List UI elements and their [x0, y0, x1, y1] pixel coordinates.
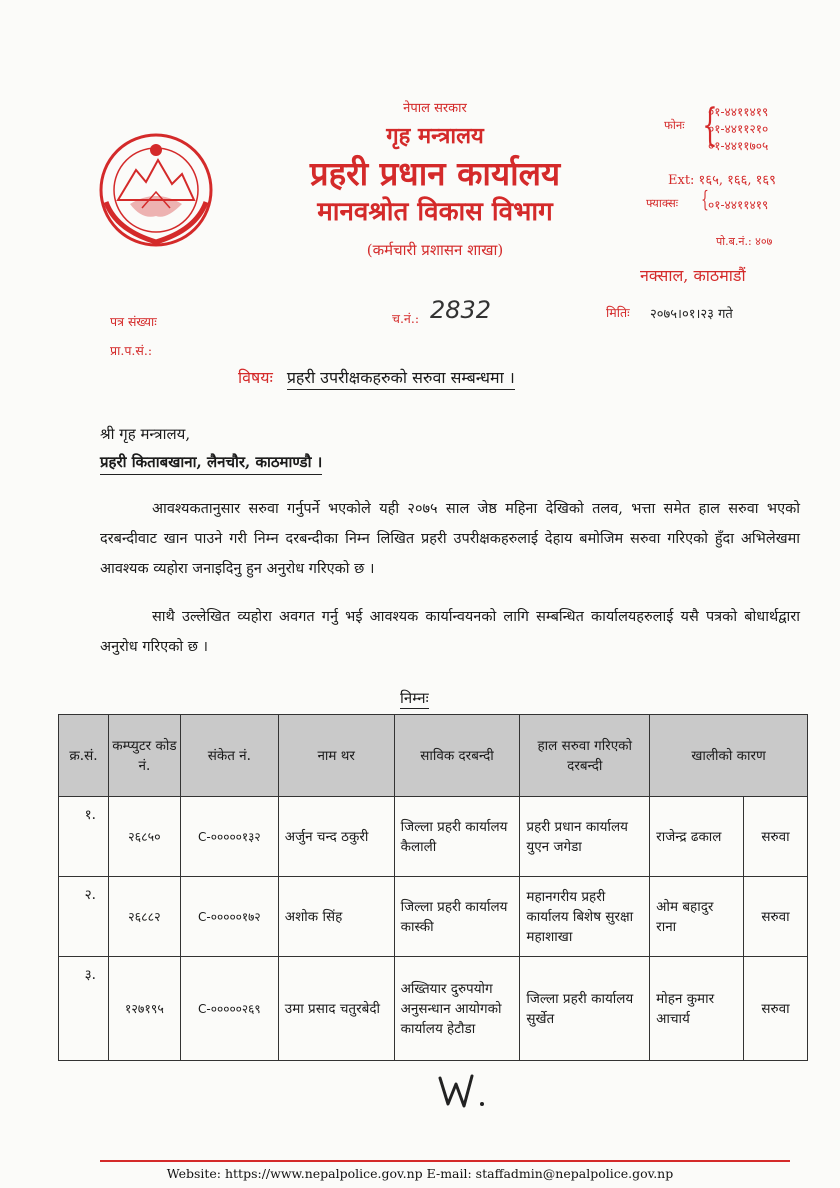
- table-row: [59, 957, 808, 1061]
- cell-name: उमा प्रसाद चतुरबेदी: [278, 957, 394, 1061]
- body-paragraph-1-text: आवश्यकतानुसार सरुवा गर्नुपर्ने भएकोले यही २०७५ साल जेष्ठ महिना देखिको तलव, भत्ता समेत हाल सरुवा भएको दरबन्दीवाट खान पाउने गरी निम्न दरबन्दीका निम्न लिखित प्रहरी उपरीक्षकहरुलाई देहाय बमोजिम सरुवा गरिएको हुँदा अभिलेखमा आवश्यक व्यहोरा जनाइदिनु हुन अनुरोध गरिएको छ ।: [100, 501, 800, 577]
- office-name: प्रहरी प्रधान कार्यालय: [309, 154, 561, 193]
- header-name: नाम थर: [278, 715, 394, 797]
- cell-previous-post: जिल्ला प्रहरी कार्यालय कास्की: [394, 877, 520, 957]
- cell-symbol-no: C-०००००२६९: [180, 957, 278, 1061]
- ministry-name: गृह मन्त्रालय: [386, 123, 484, 149]
- header-vacancy-reason: खालीको कारण: [650, 715, 808, 797]
- list-heading: निम्नः: [400, 689, 429, 707]
- body-paragraph-2-text: साथै उल्लेखित व्यहोरा अवगत गर्नु भई आवश्यक कार्यान्वयनको लागि सम्बन्धित कार्यालयहरुलाई यसै पत्रको बोधार्थद्वारा अनुरोध गरिएको छ ।: [100, 609, 800, 655]
- header-serial: क्र.सं.: [59, 715, 109, 797]
- department-name: मानवश्रोत विकास विभाग: [317, 197, 553, 227]
- cell-vacancy-name: मोहन कुमार आचार्य: [650, 957, 744, 1061]
- cell-reason: सरुवा: [744, 797, 808, 877]
- cell-previous-post: जिल्ला प्रहरी कार्यालय कैलाली: [394, 797, 520, 877]
- table-row: [59, 797, 808, 877]
- phone-label: फोनः: [664, 118, 685, 132]
- fax-brace: {: [701, 188, 709, 213]
- cell-vacancy-name: ओम बहादुर राना: [650, 877, 744, 957]
- phone-brace: {: [702, 100, 718, 151]
- cell-current-post: प्रहरी प्रधान कार्यालय युएन जगेडा: [520, 797, 650, 877]
- government-name: नेपाल सरकार: [403, 101, 467, 116]
- date-value: २०७५।०१।२३ गते: [650, 307, 733, 322]
- addressee-line-2: प्रहरी किताबखाना, लैनचौर, काठमाण्डौ ।: [100, 452, 322, 475]
- dispatch-number-label: च.नं.:: [392, 311, 420, 326]
- header-symbol-no: संकेत नं.: [180, 715, 278, 797]
- footer-divider: [100, 1160, 790, 1162]
- cell-computer-code: १२७१९५: [108, 957, 180, 1061]
- fax-number: ०१-४४११४१९: [708, 198, 769, 212]
- extensions: Ext: १६५, १६६, १६९: [668, 173, 776, 188]
- cell-vacancy-name: राजेन्द्र ढकाल: [650, 797, 744, 877]
- cell-current-post: महानगरीय प्रहरी कार्यालय बिशेष सुरक्षा महाशाखा: [520, 877, 650, 957]
- cell-reason: सरुवा: [744, 877, 808, 957]
- nepal-emblem-logo: [96, 130, 216, 250]
- header-previous-post: साविक दरबन्दी: [394, 715, 520, 797]
- body-paragraph-1: [100, 494, 800, 584]
- cell-symbol-no: C-०००००१३२: [180, 797, 278, 877]
- subject-line: [238, 366, 515, 388]
- cell-serial: २.: [59, 877, 109, 957]
- cell-reason: सरुवा: [744, 957, 808, 1061]
- subject-text: प्रहरी उपरीक्षकहरुको सरुवा सम्बन्धमा ।: [287, 368, 515, 390]
- date-label: मितिः: [606, 305, 630, 320]
- cell-current-post: जिल्ला प्रहरी कार्यालय सुर्खेत: [520, 957, 650, 1061]
- cell-name: अर्जुन चन्द ठकुरी: [278, 797, 394, 877]
- dispatch-number-handwritten: 2832: [430, 296, 492, 324]
- cell-previous-post: अख्तियार दुरुपयोग अनुसन्धान आयोगको कार्यालय हेटौडा: [394, 957, 520, 1061]
- phone-number: ०१-४४११७०५: [708, 139, 769, 153]
- phone-number: ०१-४४११४१९: [708, 105, 769, 119]
- city: नक्साल, काठमाडौं: [640, 266, 746, 285]
- subject-label: विषयः: [238, 368, 273, 387]
- transfer-table: [58, 714, 808, 1061]
- cell-serial: १.: [59, 797, 109, 877]
- cell-serial: ३.: [59, 957, 109, 1061]
- receipt-number-label: प्रा.प.सं.:: [110, 343, 153, 358]
- branch-name: (कर्मचारी प्रशासन शाखा): [366, 241, 504, 259]
- handwritten-signature: [434, 1068, 494, 1116]
- body-paragraph-2: [100, 602, 800, 662]
- cell-computer-code: २६८८२: [108, 877, 180, 957]
- phone-number: ०१-४४११२१०: [708, 122, 769, 136]
- letter-number-label: पत्र संख्याः: [110, 314, 157, 329]
- table-row: [59, 877, 808, 957]
- cell-symbol-no: C-०००००१७२: [180, 877, 278, 957]
- addressee-line-1: श्री गृह मन्त्रालय,: [100, 425, 191, 443]
- header-computer-code: कम्प्युटर कोड नं.: [108, 715, 180, 797]
- footer-contact: Website: https://www.nepalpolice.gov.np E-mail: staffadmin@nepalpolice.gov.np: [166, 1166, 674, 1181]
- po-box: पो.ब.नं.: ४०७: [716, 235, 773, 248]
- phone-numbers: [708, 104, 768, 155]
- cell-computer-code: २६८५०: [108, 797, 180, 877]
- fax-label: फ्याक्सः: [646, 196, 679, 210]
- cell-name: अशोक सिंह: [278, 877, 394, 957]
- table-header-row: [59, 715, 808, 797]
- header-current-post: हाल सरुवा गरिएको दरबन्दी: [520, 715, 650, 797]
